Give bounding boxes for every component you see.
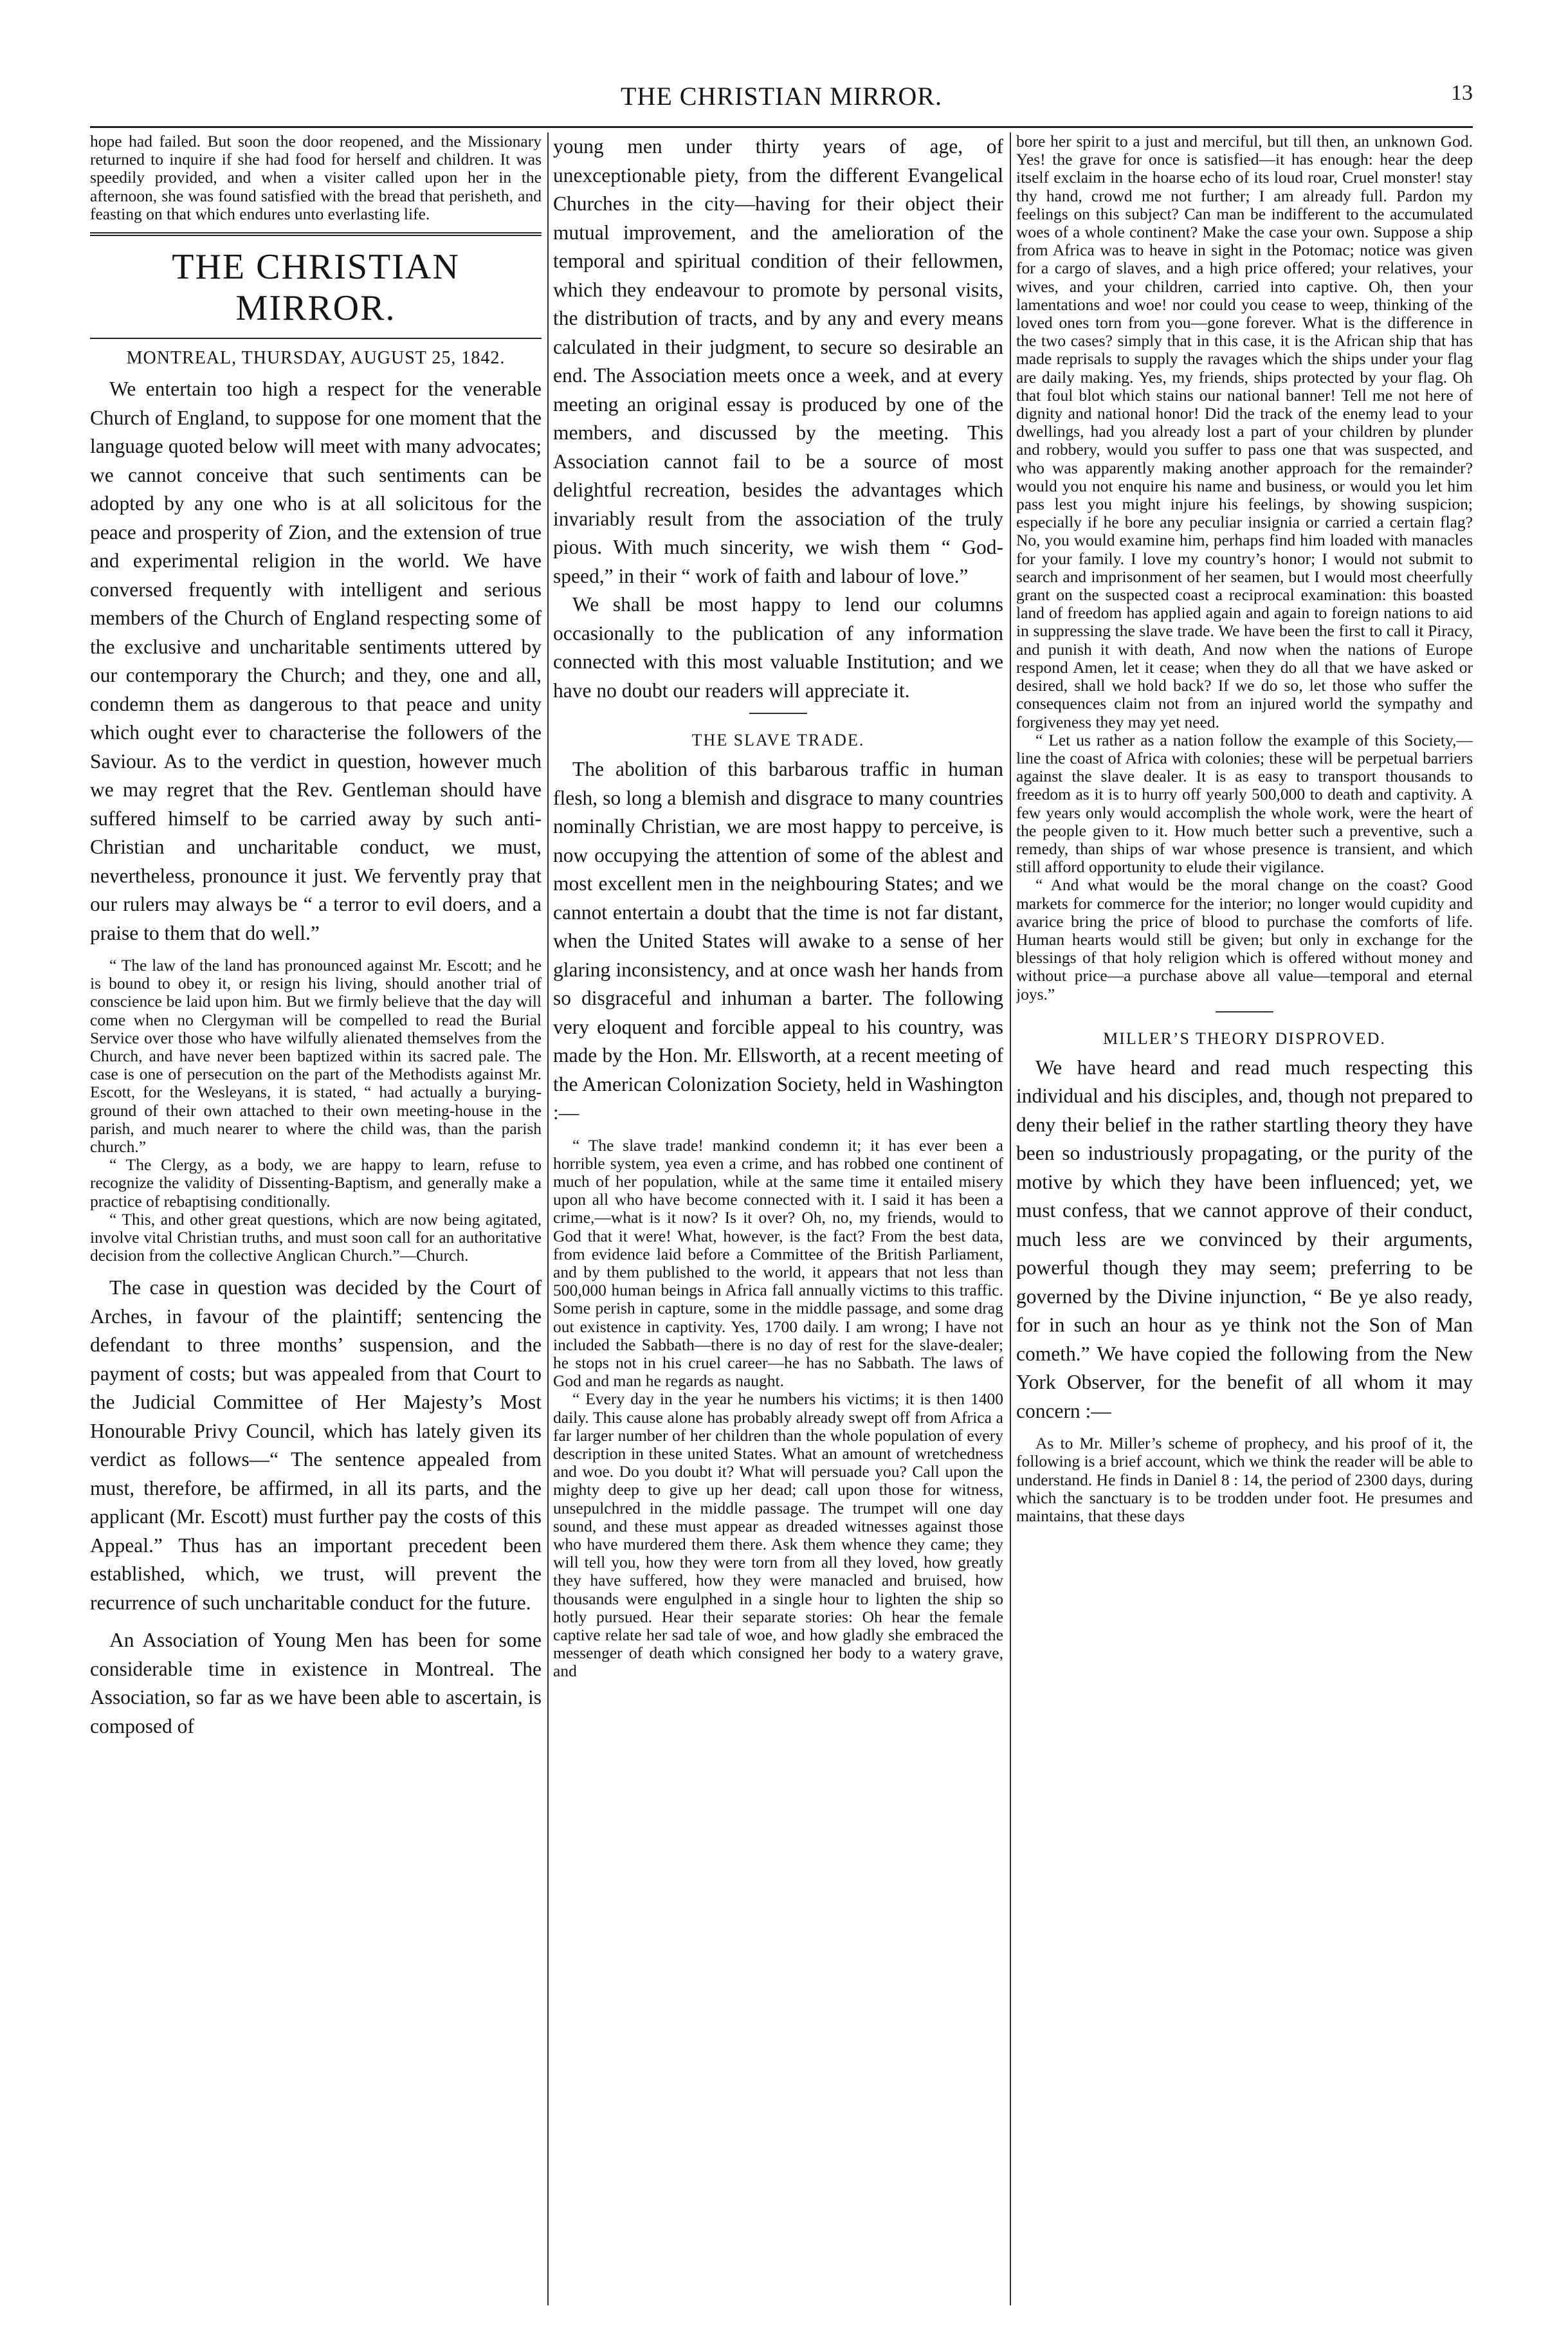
quotation-paragraph: “ This, and other great questions, which are now being agitated, involve vital Christian truths, and must soon call for an authoritative decision from the collective Anglican Church.”—Church.	[90, 1209, 542, 1265]
quotation-paragraph: bore her spirit to a just and merciful, but till then, an unknown God. Yes! the grave for once is satisfied—it has enough: hear the deep itself exclaim in the hoarse echo of its loud roar, Cruel monster! stay thy hand, crowd me not further; I am already full. Pardon my feelings on this subject? Can man be indifferent to the accumulated woes of a whole continent? Make the case your own. Suppose a ship from Africa was to heave in sight in the Potomac; notice was given for a cargo of slaves, and a high price offered; your relatives, your wives, and your children, carried into captive. Oh, then your lamentations and woe! nor could you cease to weep, thinking of the loved ones torn from you—gone forever. What is the difference in the two cases? simply that in this case, it is the African ship that has made reprisals to supply the ravages which the ships under your flag are daily making. Yes, my friends, ships protected by your flag. Oh that foul blot which stains our national banner! Tell me not here of dignity and national honor! Did the track of the enemy lead to your dwellings, had you already lost a part of your children by plunder and robbery, would you suffer to pass one that was suspected, and who was apparently making another approach for the remainder? would you not enquire his name and business, or would you let him pass lest you might injure his feelings, by showing suspicion; especially if he bore any peculiar insignia or carried a certain flag? No, you would examine him, perhaps find him loaded with manacles for your family. I love my country’s honor; I would not submit to search and imprisonment of her seamen, but I would most cheerfully grant on the suspected coast a reciprocal examination: this boasted land of freedom has applied again and again to foreign nations to aid in suppressing the slave trade. We have been the first to call it Piracy, and punish it with death, And now when the nations of Europe respond Amen, let it cease; when they do all that we have asked or desired, shall we hold back? If we do so, let those who suffer the consequences claim not from an injured world the sympathy and forgiveness they may yet need.	[1016, 133, 1473, 731]
column-divider	[1010, 133, 1011, 2305]
story-continuation: hope had failed. But soon the door reopened, and the Missionary returned to inquire if she had food for herself and children. It was speedily provided, and when a visiter called upon her in the afternoon, she was found satisfied with the bread that perisheth, and feasting on that which endures unto everlasting life.	[90, 133, 542, 223]
masthead-rule	[90, 232, 542, 239]
masthead: THE CHRISTIAN MIRROR.	[172, 247, 460, 329]
running-title: THE CHRISTIAN MIRROR.	[621, 82, 942, 111]
column-2	[553, 133, 1003, 2305]
section-rule	[1216, 1011, 1273, 1012]
column-3	[1016, 133, 1473, 2305]
page-header	[90, 77, 1473, 116]
editorial-paragraph: We entertain too high a respect for the venerable Church of England, to suppose for one moment that the language quoted below will meet with many advocates; we cannot conceive that such sentiments can be adopted by any one who is at all solicitous for the peace and prosperity of Zion, and the extension of true and experimental religion in the world. We have conversed frequently with intelligent and serious members of the Church of England respecting some of the exclusive and uncharitable sentiments uttered by our contemporary the Church; and they, one and all, condemn them as dangerous to that peace and unity which ought ever to characterise the followers of the Saviour. As to the verdict in question, however much we may regret that the Rev. Gentleman should have suffered himself to be carried away by such anti-Christian and uncharitable conduct, we must, nevertheless, pronounce it just. We fervently pray that our rulers may always be “ a terror to evil doers, and a praise to them that do well.”	[90, 378, 542, 944]
section-rule	[749, 713, 807, 714]
quotation-paragraph: “ And what would be the moral change on the coast? Good markets for commerce for the interior; no longer would cupidity and avarice bring the price of blood to purchase the comforts of life. Human hearts would still be given; but only in exchange for the blessings of that holy religion which is offered without money and without price—a purchase above all value—temporal and eternal joys.”	[1016, 875, 1473, 1003]
column-divider	[547, 133, 549, 2305]
association-article: young men under thirty years of age, of unexceptionable piety, from the different Evangelical Churches in the city—having for their object their mutual improvement, and the amelioration of the temporal and spiritual condition of their fellowmen, which they endeavour to promote by personal visits, the distribution of tracts, and by any and every means calculated in their judgment, to secure so desirable an end. The Association meets once a week, and at every meeting an original essay is produced by one of the members, and discussed by the meeting. This Association cannot fail to be a source of most delightful recreation, besides the advantages which invariably result from the association of the truly pious. With much sincerity, we wish them “ God-speed,” in their “ work of faith and labour of love.”	[553, 135, 1003, 587]
page-number: 13	[1451, 81, 1473, 105]
masthead-underline	[90, 338, 542, 339]
article-paragraph: The abolition of this barbarous traffic in human flesh, so long a blemish and disgrace to many countries nominally Christian, we are most happy to perceive, is now occupying the attention of some of the ablest and most excellent men in the neighbouring States; and we cannot entertain a doubt that the time is not far distant, when the United States will awake to a sense of her glaring inconsistency, and at once wash her hands from so disgraceful and inhuman a barter. The following very eloquent and forcible appeal to his country, was made by the Hon. Mr. Ellsworth, at a recent meeting of the American Colonization Society, held in Washington :—	[553, 758, 1003, 1124]
quotation-paragraph: “ Let us rather as a nation follow the example of this Society,—line the coast of Africa with colonies; these will be perpetual barriers against the slave dealer. It is as easy to transport thousands to freedom as it is to hurry off yearly 500,000 to death and captivity. A few years only would accomplish the whole work, were the heart of the people given to it. How much better such a preventive, such a remedy, than ships of war whose presence is transient, and which still afford opportunity to elude their vigilance.	[1016, 730, 1473, 877]
header-rule	[90, 126, 1473, 128]
editorial-paragraph: The case in question was decided by the Court of Arches, in favour of the plaintiff; sentencing the defendant to three months’ suspension, and the payment of costs; but was appealed from that Court to the Judicial Committee of Her Majesty’s Most Honourable Privy Council, which has lately given its verdict as follows—“ The sentence appealed from must, therefore, be affirmed, in all its parts, and the applicant (Mr. Escott) must further pay the costs of this Appeal.” Thus has an important precedent been established, which, we trust, will prevent the recurrence of such uncharitable conduct for the future.	[90, 1276, 542, 1614]
column-1	[90, 133, 542, 2305]
dateline: MONTREAL, THURSDAY, AUGUST 25, 1842.	[126, 348, 506, 369]
article-paragraph: We have heard and read much respecting this individual and his disciples, and, though not prepared to deny their belief in the rather startling theory they have been so industriously propagating, or the purity of the motive by which they have been influenced; yet, we must confess, that we cannot approve of their conduct, much less are we convinced by their arguments, powerful though they may seem; preferring to be governed by the Divine injunction, “ Be ye also ready, for in such an hour as ye think not the Son of Man cometh.” We have copied the following from the New York Observer, for the benefit of all whom it may concern :—	[1016, 1056, 1473, 1422]
section-heading: THE SLAVE TRADE.	[691, 731, 865, 749]
quotation-paragraph: “ The Clergy, as a body, we are happy to learn, refuse to recognize the validity of Dissenting-Baptism, and generally make a practice of rebaptising conditionally.	[90, 1155, 542, 1211]
quotation-paragraph: “ The slave trade! mankind condemn it; it has ever been a horrible system, yea even a crime, and has robbed one continent of much of her population, while at the same time it entailed misery upon all who have become connected with it. I said it has been a crime,—what is it now? Is it over? Oh, no, my friends, would to God that it were! What, however, is the fact? From the best data, from evidence laid before a Committee of the British Parliament, and by them published to the world, it appears that not less than 500,000 human beings in Africa fall annually victims to this traffic. Some perish in capture, some in the middle passage, and some drag out existence in captivity. Yes, 1700 daily. I am wrong; I have not included the Sabbath—there is no day of rest for the slave-dealer; he stops not in his cruel career—he has no Sabbath. The laws of God and man he regards as naught.	[553, 1135, 1003, 1391]
quotation-paragraph: “ Every day in the year he numbers his victims; it is then 1400 daily. This cause alone has probably already swept off from Africa a far larger number of her children than the whole population of every description in these united States. What an amount of wretchedness and woe. Do you doubt it? What will persuade you? Call upon the mighty deep to give up her dead; call upon those for witness, unsepulchred in the middle passage. The trumpet will one day sound, and these must appear as dreaded witnesses against those who have murdered them there. Ask them whence they came; they will tell you, how they were torn from all they loved, how greatly they have suffered, how they were manacled and bruised, how thousands were engulphed in a single hour to lighten the ship so hotly pursued. Hear their separate stories: Oh hear the female captive relate her sad tale of woe, and how gladly she embraced the messenger of death which consigned her body to a watery grave, and	[553, 1389, 1003, 1681]
quotation-paragraph: “ The law of the land has pronounced against Mr. Escott; and he is bound to obey it, or resign his living, should another trial of conscience be laid upon him. But we firmly believe that the day will come when no Clergyman will be compelled to read the Burial Service over those who have wilfully alienated themselves from the Church, and have never been baptized within its sacred pale. The case is one of persecution on the part of the Methodists against Mr. Escott, for the Wesleyans, it is stated, “ had actually a burying-ground of their own attached to their own meeting-house in the parish, and much nearer to where the child was, than the parish church.”	[90, 956, 542, 1157]
association-article: We shall be most happy to lend our columns occasionally to the publication of any information connected with this most valuable Institution; and we have no doubt our readers will appreciate it.	[553, 593, 1003, 702]
section-heading: MILLER’S THEORY DISPROVED.	[1103, 1029, 1386, 1048]
association-article: An Association of Young Men has been for some considerable time in existence in Montreal. The Association, so far as we have been able to ascertain, is composed of	[90, 1629, 542, 1737]
quotation-paragraph: As to Mr. Miller’s scheme of prophecy, and his proof of it, the following is a brief account, which we think the reader will be able to understand. He finds in Daniel 8 : 14, the period of 2300 days, during which the sanctuary is to be trodden under foot. He presumes and maintains, that these days	[1016, 1434, 1473, 1526]
